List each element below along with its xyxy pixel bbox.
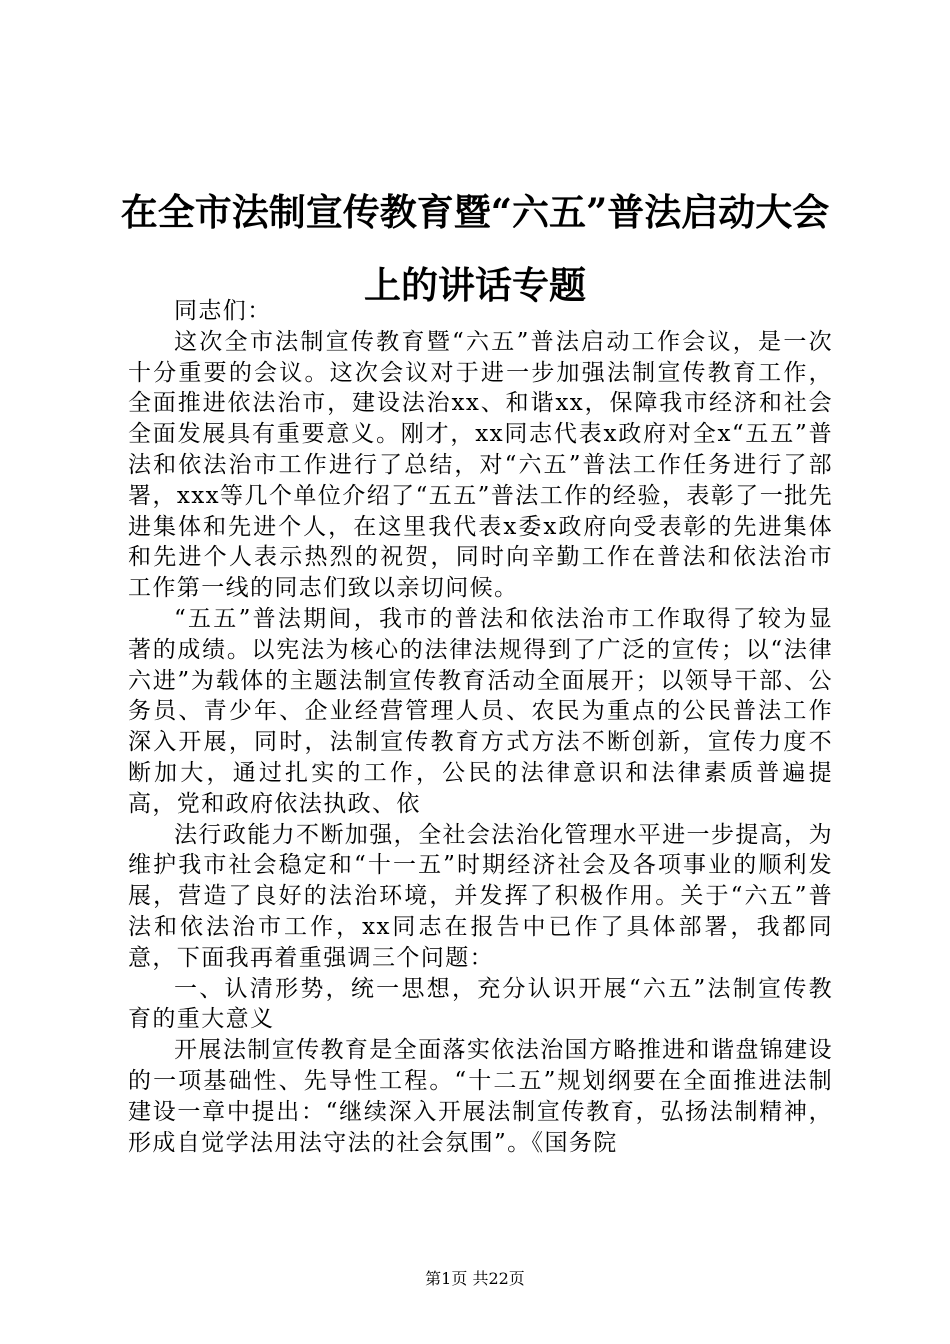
document-body bbox=[128, 296, 833, 1158]
body-paragraph: 这次全市法制宣传教育暨“六五”普法启动工作会议，是一次十分重要的会议。这次会议对于进一步加强法制宣传教育工作，全面推进依法治市，建设法治xx、和谐xx，保障我市经济和社会全面发展具有重要意义。刚才，xx同志代表x政府对全x“五五”普法和依法治市工作进行了总结，对“六五”普法工作任务进行了部署，xxx等几个单位介绍了“五五”普法工作的经验，表彰了一批先进集体和先进个人，在这里我代表x委x政府向受表彰的先进集体和先进个人表示热烈的祝贺，同时向辛勤工作在普法和依法治市工作第一线的同志们致以亲切问候。 bbox=[128, 328, 833, 602]
body-paragraph: 开展法制宣传教育是全面落实依法治国方略推进和谐盘锦建设的一项基础性、先导性工程。“十二五”规划纲要在全面推进法制建设一章中提出：“继续深入开展法制宣传教育，弘扬法制精神，形成自觉学法用法守法的社会氛围”。《国务院 bbox=[128, 1037, 833, 1156]
document-title: 在全市法制宣传教育暨“六五”普法启动大会上的讲话专题 bbox=[120, 190, 830, 307]
body-paragraph: “五五”普法期间，我市的普法和依法治市工作取得了较为显著的成绩。以宪法为核心的法律法规得到了广泛的宣传；以“法律六进”为载体的主题法制宣传教育活动全面展开；以领导干部、公务员、青少年、企业经营管理人员、农民为重点的公民普法工作深入开展，同时，法制宣传教育方式方法不断创新，宣传力度不断加大，通过扎实的工作，公民的法律意识和法律素质普遍提高，党和政府依法执政、依 bbox=[128, 605, 833, 817]
body-paragraph: 法行政能力不断加强，全社会法治化管理水平进一步提高，为维护我市社会稳定和“十一五”时期经济社会及各项事业的顺利发展，营造了良好的法治环境，并发挥了积极作用。关于“六五”普法和依法治市工作，xx同志在报告中已作了具体部署，我都同意，下面我再着重强调三个问题： bbox=[128, 821, 833, 971]
salutation-paragraph: 同志们： bbox=[174, 298, 272, 324]
section-heading: 一、认清形势，统一思想，充分认识开展“六五”法制宣传教育的重大意义 bbox=[128, 975, 833, 1033]
page-number-footer: 第1页 共22页 bbox=[425, 1269, 525, 1288]
